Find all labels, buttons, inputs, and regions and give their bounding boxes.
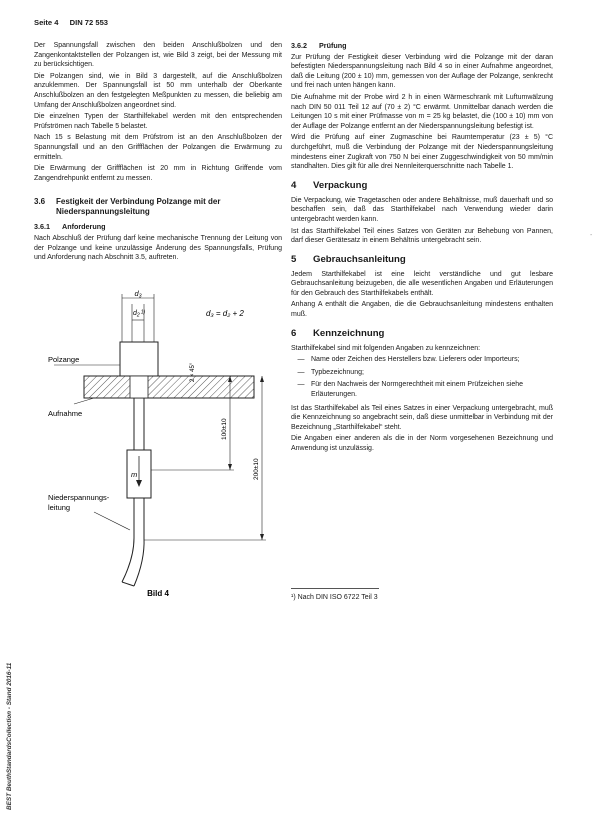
paragraph: Der Spannungsfall zwischen den beiden Anschlußbolzen und den Zangenkontaktstellen der Polzangen ist, wie Bild 3 zeigt, bei der Messung mit zu berücksichtigen. [34, 42, 282, 69]
footnote-rule [291, 588, 379, 589]
page-number: Seite 4 [34, 18, 59, 27]
list-dash: — [297, 368, 305, 376]
right-column [291, 41, 553, 456]
section-number: 3.6 [34, 197, 46, 207]
list-item-text: Typbezeichnung; [311, 368, 364, 376]
list-item [291, 368, 553, 378]
figure-caption: Bild 4 [147, 589, 169, 598]
section-title: Festigkeit der Verbindung Polzange mit der Niederspannungsleitung [56, 197, 221, 217]
dimension-100: 100±10 [221, 418, 228, 440]
list-dash: — [297, 381, 305, 389]
paragraph: Die Verpackung, wie Tragetaschen oder andere Behältnisse, muß dauerhaft und so beschaffen sein, daß das Starthilfekabel nach Verwendung wieder darin untergebracht werden kann. [291, 196, 553, 223]
paragraph: Die Angaben einer anderen als die in der Norm vorgesehenen Bezeichnung und Anwendung ist unzulässig. [291, 435, 553, 452]
section-heading-3-6 [34, 197, 282, 217]
label-niederspannungsleitung-1: Niederspannungs- [48, 493, 110, 502]
subsection-heading-3-6-2 [291, 41, 553, 51]
list-item-text: Name oder Zeichen des Herstellers bzw. Lieferers oder Importeurs; [311, 356, 520, 364]
list-dash: — [297, 356, 305, 364]
page-header [34, 18, 117, 27]
subsection-title: Prüfung [319, 41, 347, 50]
label-chamfer: 2 × 45° [190, 362, 196, 382]
list-item [291, 355, 553, 365]
label-mass-m: m [131, 470, 138, 479]
section-title: Verpackung [313, 179, 368, 191]
aufnahme-shape [84, 376, 254, 398]
label-niederspannungsleitung-2: leitung [48, 503, 71, 512]
section-number: 4 [291, 179, 297, 191]
section-heading-4 [291, 180, 553, 192]
paragraph: Nach Abschluß der Prüfung darf keine mechanische Trennung der Leitung von der Polzange und keine unzulässige Änderung des Spannungsfalls, Prüfung und Anforderung nach Abschnitt 3.5, auftreten. [34, 234, 282, 262]
list-item-text: Für den Nachweis der Normgerechtheit mit einem Prüfzeichen siehe Erläuterungen. [311, 381, 524, 399]
paragraph: Wird die Prüfung auf einer Zugmaschine bei Raumtemperatur (23 ± 5) °C durchgeführt, muß die Verbindung der Polzange mit der Niederspannungsleitung mindestens einer Zugkraft von 750 N bei einer Zuggeschwindigkeit von 50 mm/min standhalten. Dies gilt für alle drei Nennleiterquerschnitte nach Tabelle 1. [291, 134, 553, 171]
subsection-title: Anforderung [62, 222, 106, 232]
dimension-200: 200±10 [253, 458, 260, 480]
technical-drawing [34, 290, 284, 600]
section-title: Kennzeichnung [313, 327, 385, 339]
section-heading-5 [291, 254, 553, 266]
label-d2: $d_2^{1)}$ [133, 309, 146, 319]
section-title: Gebrauchsanleitung [313, 253, 406, 265]
section-number: 6 [291, 327, 297, 339]
figure-bild-4 [34, 290, 284, 600]
left-column [34, 41, 282, 265]
paragraph: Anhang A enthält die Angaben, die die Gebrauchsanleitung mindestens enthalten muß. [291, 301, 553, 319]
paragraph: Zur Prüfung der Festigkeit dieser Verbindung wird die Polzange mit der daran befestigten Niederspannungsleitung nach Bild 4 so in einer Aufnahme angeordnet, daß die Leitung (200 ± 10) mm, gemessen von der Auflage der Polzange, senkrecht und frei nach unten hängen kann. [291, 53, 553, 90]
footnote [291, 588, 553, 601]
subsection-number: 3.6.1 [34, 222, 50, 232]
paragraph: Die Erwärmung der Griffflächen ist 20 mm in Richtung Griffende vom Zangendrehpunkt entfernt zu messen. [34, 165, 282, 182]
paragraph: Jedem Starthilfekabel ist eine leicht verständliche und gut lesbare Gebrauchsanleitung beizugeben, die alle wesentlichen Angaben und Erläuterungen für den Gebrauch des Starthilfekabels enthält. [291, 270, 553, 297]
label-d3: $d_3$ [134, 290, 142, 300]
paragraph: Ist das Starthilfekabel Teil eines Satzes von Geräten zur Behebung von Pannen, darf dieser Gerätesatz in einem Behältnis untergebracht sein. [291, 227, 553, 245]
paragraph: Ist das Starthilfekabel als Teil eines Satzes in einer Verpackung untergebracht, muß die Kennzeichnung so angebracht sein, daß diese unmittelbar in Verbindung mit der Bezeichnung „Starthilfekabel“ steht. [291, 404, 553, 431]
diameter-dimensions [122, 290, 244, 342]
document-id: DIN 72 553 [69, 18, 109, 27]
list-item [291, 380, 553, 399]
label-polzange: Polzange [48, 355, 80, 364]
subsection-number: 3.6.2 [291, 41, 307, 50]
edge-mark: - [590, 232, 593, 239]
section-heading-6 [291, 328, 553, 340]
subsection-heading-3-6-1 [34, 222, 282, 232]
marking-list [291, 355, 553, 399]
paragraph: Die einzelnen Typen der Starthilfekabel werden mit den entsprechenden Prüfströmen nach Tabelle 5 belastet. [34, 113, 282, 130]
polzange-shape [120, 342, 158, 376]
paragraph: Die Polzangen sind, wie in Bild 3 dargestellt, auf die Anschlußbolzen anzuklemmen. Der Spannungsfall ist 50 mm unterhalb der Oberkante Anschlußbolzen an den festgelegten Meßpunkten zu messen, die beliebig am Umfang der Anschlußbolzen angeordnet sind. [34, 72, 282, 109]
sidebar-watermark [6, 640, 16, 810]
footnote-text: ¹) Nach DIN ISO 6722 Teil 3 [291, 594, 378, 601]
label-aufnahme: Aufnahme [48, 409, 83, 418]
paragraph: Starthilfekabel sind mit folgenden Angaben zu kennzeichnen: [291, 344, 481, 352]
paragraph: Die Aufnahme mit der Probe wird 2 h in einen Wärmeschrank mit Luftumwälzung nach DIN 50 011 Teil 12 auf (70 ± 2) °C erwärmt. Unmittelbar danach werden die Leitungen 10 s mit einer Prüfmasse von m = 25 kg belastet, die (100 ± 10) mm von der Auflage der Polzange entfernt an der Niederspannungsleitung befestigt ist. [291, 93, 553, 130]
sidebar-text: BEST BeuthStandardsCollection - Stand 2016-11 [6, 662, 13, 810]
paragraph: Nach 15 s Belastung mit dem Prüfstrom ist an den Anschlußbolzen der Spannungsfall und an den Griffflächen der Polzangen die Erwärmung zu ermitteln. [34, 134, 282, 161]
formula: d₃ = d₂ + 2 [206, 309, 244, 318]
section-number: 5 [291, 253, 297, 265]
